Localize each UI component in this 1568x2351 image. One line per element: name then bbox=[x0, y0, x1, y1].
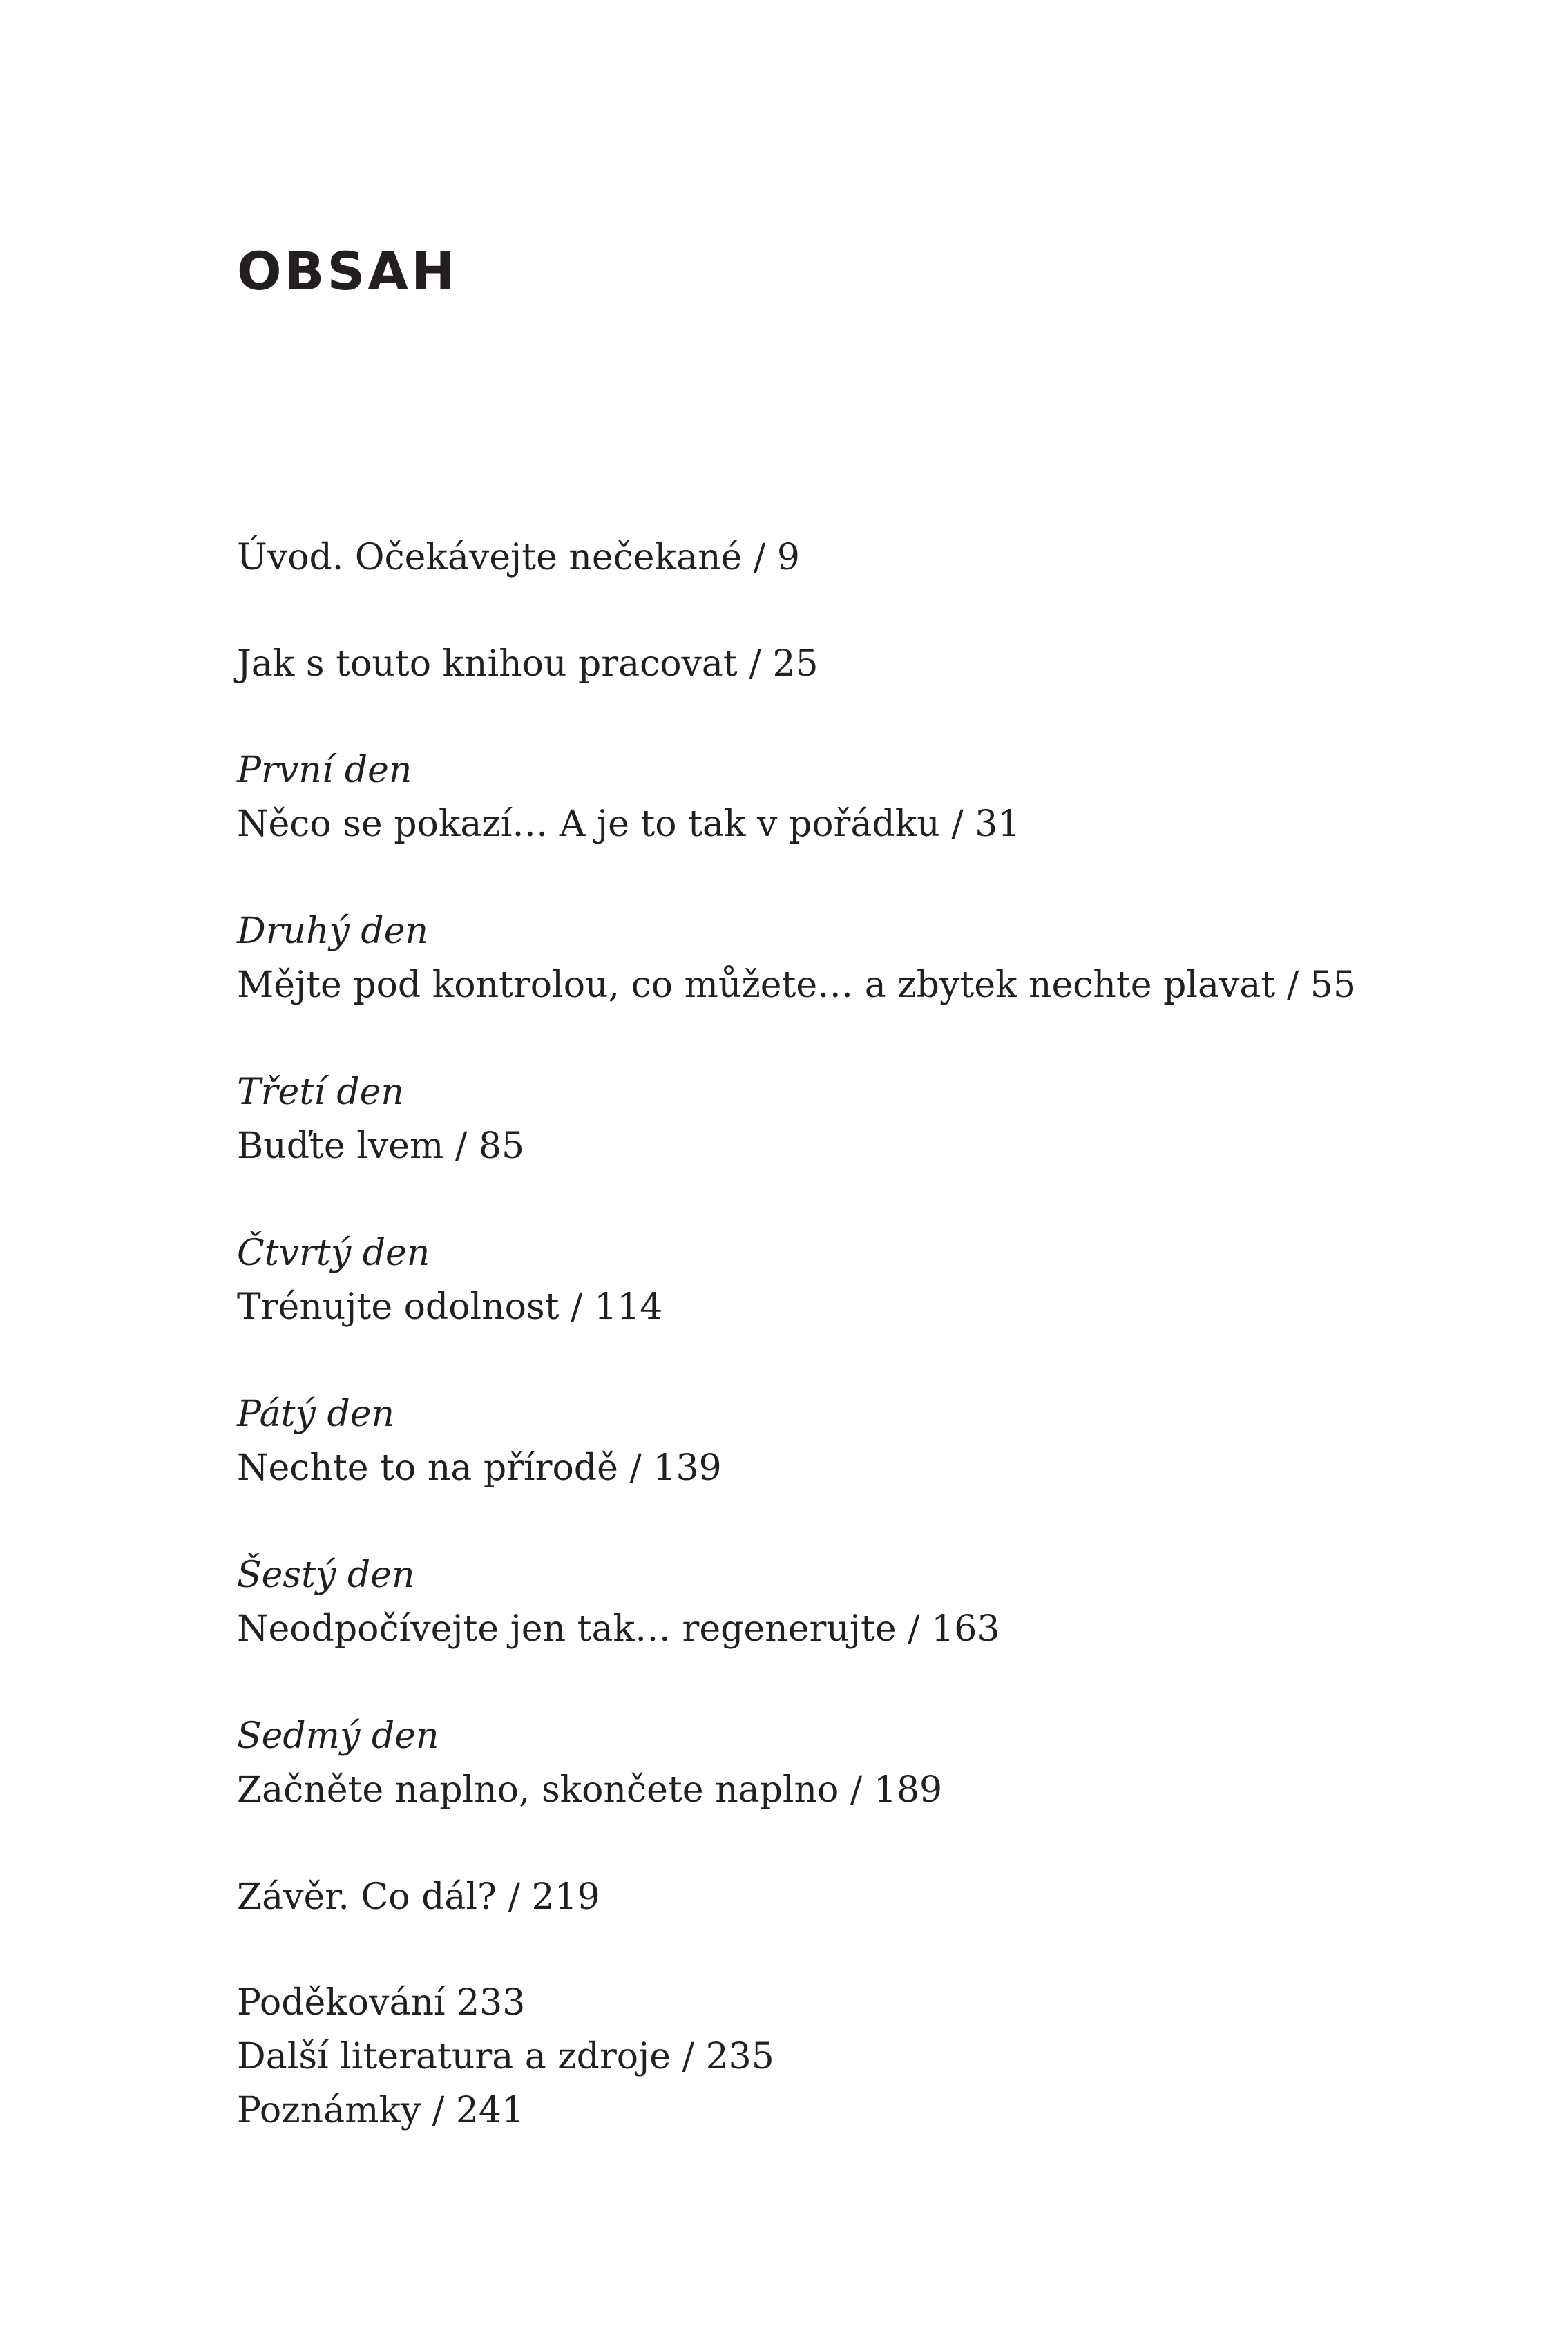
toc-entry-text: Jak s touto knihou pracovat / 25 bbox=[237, 643, 819, 685]
contents-heading: OBSAH bbox=[237, 240, 458, 302]
toc-entry-text: Úvod. Očekávejte nečekané / 9 bbox=[237, 537, 800, 578]
toc-entry-day-5 bbox=[237, 1387, 722, 1495]
toc-entry-acknowledgements: Poděkování 233 bbox=[237, 1982, 526, 2024]
toc-entry-how-to-use bbox=[237, 637, 819, 691]
toc-chapter-title: Trénujte odolnost / 114 bbox=[237, 1286, 663, 1328]
toc-chapter-title: Začněte naplno, skončete naplno / 189 bbox=[237, 1769, 943, 1811]
toc-entry-day-3 bbox=[237, 1065, 524, 1173]
toc-day-label: Pátý den bbox=[237, 1393, 395, 1435]
toc-entry-notes: Poznámky / 241 bbox=[237, 2090, 525, 2131]
toc-day-label: Druhý den bbox=[237, 911, 428, 952]
toc-entry-day-2 bbox=[237, 904, 1356, 1012]
toc-entry-day-4 bbox=[237, 1226, 662, 1334]
toc-entry-day-7 bbox=[237, 1709, 942, 1817]
toc-day-label: Sedmý den bbox=[237, 1715, 439, 1757]
toc-chapter-title: Neodpočívejte jen tak… regenerujte / 163 bbox=[237, 1608, 1000, 1650]
toc-entry-day-6 bbox=[237, 1548, 1000, 1656]
toc-entry-day-1 bbox=[237, 743, 1020, 851]
toc-entry-further-reading: Další literatura a zdroje / 235 bbox=[237, 2036, 774, 2077]
toc-day-label: První den bbox=[237, 750, 412, 791]
toc-chapter-title: Něco se pokazí… A je to tak v pořádku / 31 bbox=[237, 803, 1021, 845]
toc-chapter-title: Mějte pod kontrolou, co můžete… a zbytek nechte plavat / 55 bbox=[237, 964, 1357, 1006]
toc-day-label: Čtvrtý den bbox=[237, 1232, 430, 1274]
toc-entry-introduction bbox=[237, 531, 800, 584]
toc-day-label: Šestý den bbox=[237, 1554, 415, 1596]
toc-chapter-title: Nechte to na přírodě / 139 bbox=[237, 1447, 722, 1489]
toc-chapter-title: Buďte lvem / 85 bbox=[237, 1125, 525, 1167]
toc-back-matter bbox=[237, 1976, 774, 2138]
toc-day-label: Třetí den bbox=[237, 1072, 404, 1113]
toc-entry-text: Závěr. Co dál? / 219 bbox=[237, 1876, 600, 1918]
toc-entry-conclusion bbox=[237, 1870, 600, 1924]
